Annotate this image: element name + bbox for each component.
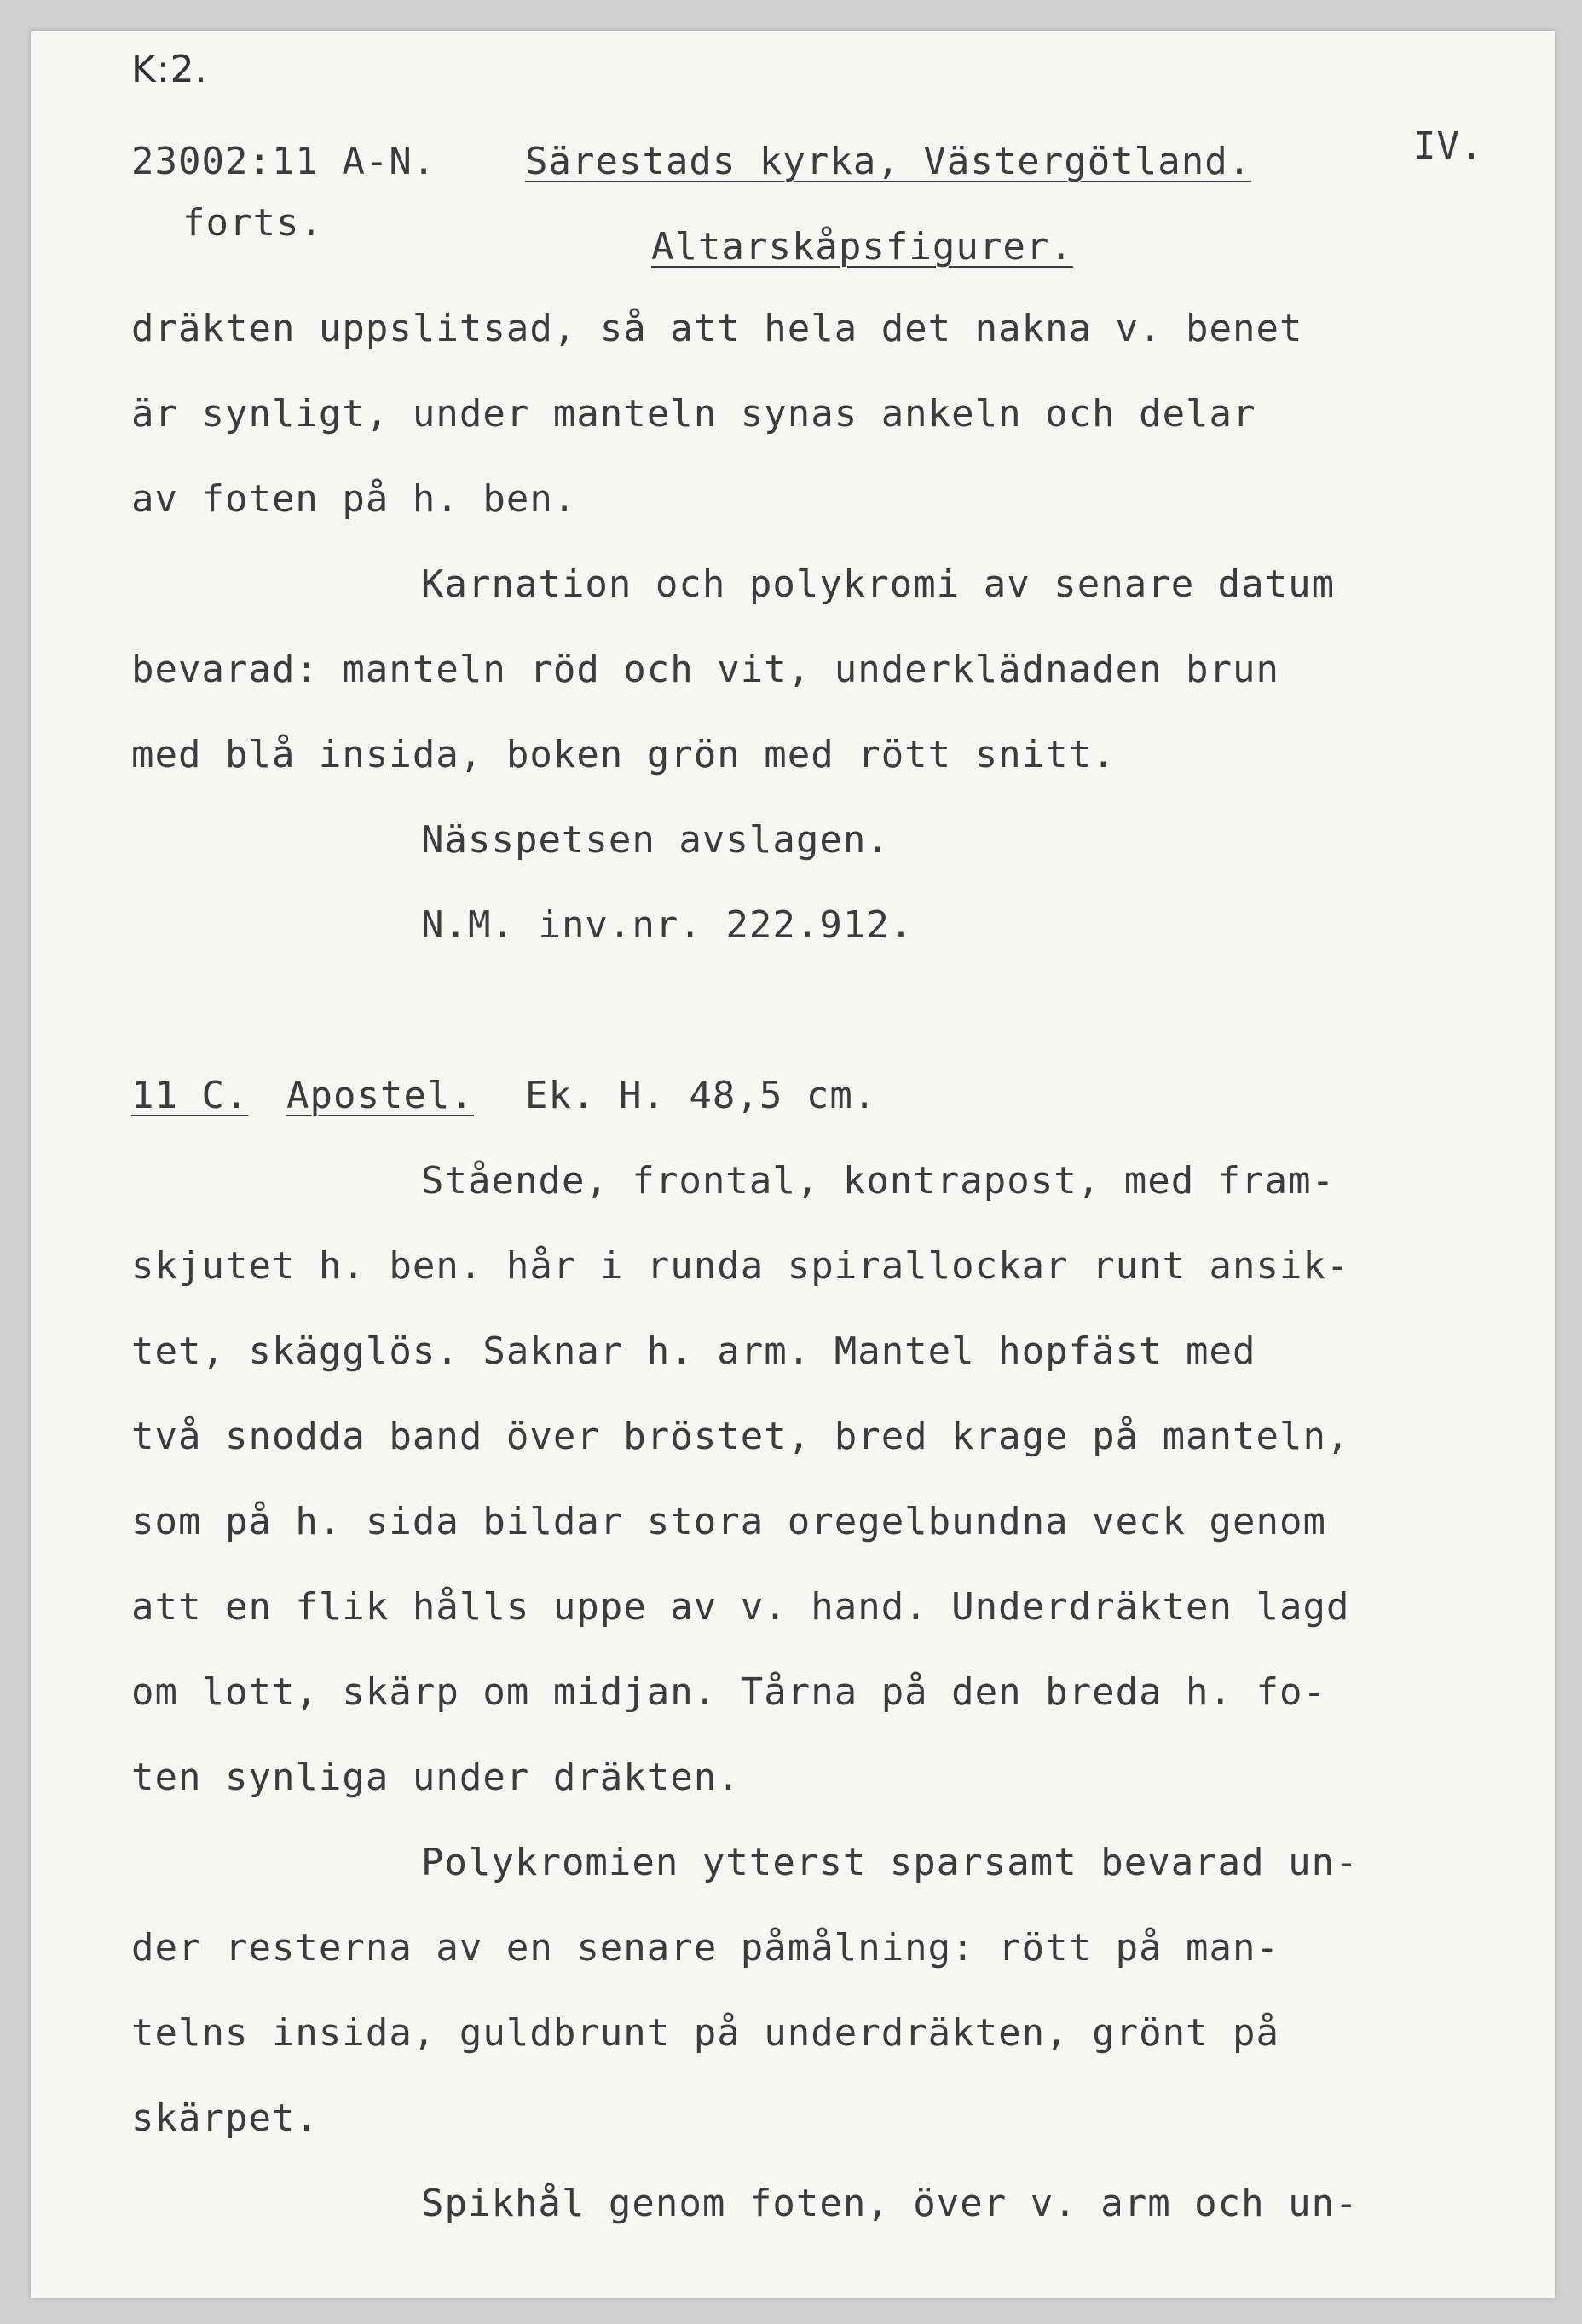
catalog-number: 23002:11 A-N. — [131, 140, 436, 183]
inventory-number: N.M. inv.nr. 222.912. — [421, 903, 914, 947]
text-line: att en flik hålls uppe av v. hand. Underdräkten lagd — [131, 1585, 1350, 1629]
text-line: der resterna av en senare påmålning: rött på man- — [131, 1926, 1280, 1969]
text-line: telns insida, guldbrunt på underdräkten, grönt på — [131, 2011, 1280, 2055]
item-meta: Ek. H. 48,5 cm. — [525, 1074, 877, 1117]
text-line: av foten på h. ben. — [131, 477, 577, 521]
text-line: dräkten uppslitsad, så att hela det nakna v. benet — [131, 307, 1303, 350]
text-line: med blå insida, boken grön med rött snitt. — [131, 733, 1116, 776]
text-line: bevarad: manteln röd och vit, underklädnaden brun — [131, 648, 1280, 691]
text-line: Spikhål genom foten, över v. arm och un- — [421, 2182, 1359, 2225]
text-line: Karnation och polykromi av senare datum — [421, 562, 1336, 606]
text-line: skjutet h. ben. hår i runda spirallockar runt ansik- — [131, 1244, 1350, 1288]
text-line: Nässpetsen avslagen. — [421, 818, 890, 862]
text-line: skärpet. — [131, 2096, 319, 2140]
text-line: som på h. sida bildar stora oregelbundna veck genom — [131, 1500, 1327, 1543]
sheet-number: IV. — [1413, 124, 1484, 168]
text-line: Stående, frontal, kontrapost, med fram- — [421, 1159, 1336, 1202]
location-heading: Särestads kyrka, Västergötland. — [525, 140, 1252, 183]
text-line: är synligt, under manteln synas ankeln och delar — [131, 392, 1256, 435]
index-card — [31, 31, 1555, 2298]
text-line: tet, skägglös. Saknar h. arm. Mantel hopfäst med — [131, 1329, 1256, 1373]
text-line: två snodda band över bröstet, bred krage på manteln, — [131, 1415, 1350, 1458]
subject-heading: Altarskåpsfigurer. — [651, 225, 1073, 268]
text-line: om lott, skärp om midjan. Tårna på den breda h. fo- — [131, 1670, 1327, 1714]
item-title: Apostel. — [286, 1074, 474, 1117]
item-id: 11 C. — [131, 1074, 249, 1117]
card-reference: K:2. — [131, 48, 208, 91]
text-line: Polykromien ytterst sparsamt bevarad un- — [421, 1841, 1359, 1884]
text-line: ten synliga under dräkten. — [131, 1756, 741, 1799]
continued-label: forts. — [182, 201, 323, 245]
